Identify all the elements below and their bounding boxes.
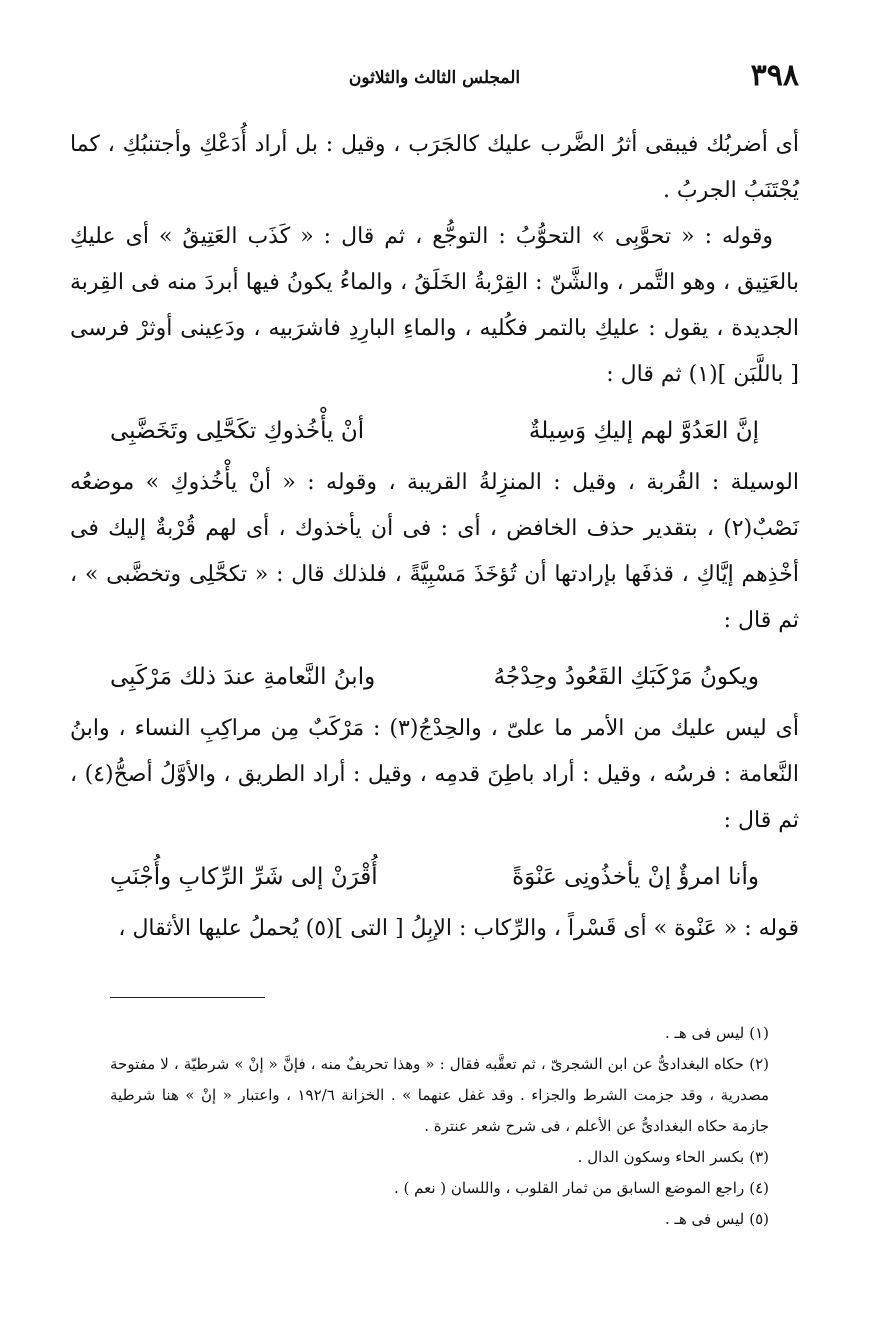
poem-verse [110,652,759,702]
poem-verse [110,852,759,902]
footnote [110,1018,769,1049]
paragraph: الوسيلة : القُربة ، وقيل : المنزِلةُ القريبة ، وقوله : « أنْ يأْخُذوكِ » موضعُه نَصْبٌ(٢) ، بتقدير حذف الخافض ، أى : فى أن يأخذوك ، أى لهم قُرْبةٌ إليك فى أخْذِهم إيَّاكِ ، قذفَها بإرادتها أن تُؤخَذَ مَسْبِيَّةً ، فلذلك قال : « تكحَّلِى وتخضَّبى » ، ثم قال : [70,470,799,633]
footnote-number: (٣) [749,1148,769,1166]
main-text [70,122,799,952]
paragraph: أى أضربُك فيبقى أثرُ الضَّرب عليك كالجَرَب ، وقيل : بل أراد أُدَعْكِ وأجتنبُكِ ، كما يُجْتَنَبُ الجربُ . [70,132,799,203]
verse-second-hemistich: أُقْرَنْ إلى شَرِّ الرِّكابِ وأُجْنَبِ [110,864,378,890]
footnote-text: ليس فى هـ . [664,1024,745,1042]
verse-first-hemistich: إنَّ العَدُوَّ لهم إليكِ وَسِيلةٌ [528,418,759,444]
footnote [110,1204,769,1235]
footnote-text: ليس فى هـ . [664,1210,745,1228]
footnotes [110,1018,769,1235]
footnote-text: حكاه البغدادىُّ عن ابن الشجرىّ ، ثم تعقَّبه فقال : « وهذا تحريفٌ منه ، فإنَّ « إنْ » شرطيّة ، لا مفتوحة مصدرية ، وقد جزمت الشرط والجزاء . وقد غفل عنهما » . الخزانة ١٩٢/٦ ، واعتبار « إنْ » هنا شرطية جازمة حكاه البغدادىُّ عن الأعلم ، فى شرح شعر عنترة . [110,1055,769,1135]
footnote [110,1173,769,1204]
footnote-number: (٢) [749,1055,769,1073]
verse-second-hemistich: أنْ يأْخُذوكِ تكَحَّلِى وتَخَضَّبِى [110,418,365,444]
footnote [110,1142,769,1173]
paragraph: قوله : « عَنْوة » أى قَسْراً ، والرِّكاب : الإبِلُ [ التى ](٥) يُحملُ عليها الأثقال ، [118,916,799,941]
footnote-text: راجع الموضع السابق من ثمار القلوب ، واللسان ( نعم ) . [393,1179,745,1197]
poem-verse [110,406,759,456]
footnote-separator [110,997,265,998]
footnote-number: (١) [749,1024,769,1042]
verse-second-hemistich: وابنُ النَّعامةِ عندَ ذلك مَرْكَبِى [110,664,376,690]
page-header [70,58,799,98]
paragraph: وقوله : « تحوَّبِى » التحوُّبُ : التوجُّع ، ثم قال : « كَذَب العَتِيقُ » أى عليكِ بالعَتِيق ، وهو التَّمر ، والشَّنّ : القِرْبةُ الخَلَقُ ، والماءُ يكونُ فيها أبردَ منه فى القِربة الجديدة ، يقول : عليكِ بالتمر فكُليه ، والماءِ البارِدِ فاشرَبيه ، ودَعِينى أوثرْ فرسى [ باللَّبَن ](١) ثم قال : [70,224,799,387]
footnote-number: (٥) [749,1210,769,1228]
verse-first-hemistich: ويكونُ مَرْكَبَكِ القَعُودُ وحِدْجُهُ [493,664,759,690]
footnote [110,1049,769,1142]
running-title: المجلس الثالث والثلاثون [348,68,521,88]
footnote-text: بكسر الحاء وسكون الدال . [577,1148,745,1166]
paragraph: أى ليس عليك من الأمر ما علىّ ، والحِدْجُ(٣) : مَرْكَبٌ مِن مراكِبِ النساء ، وابنُ النَّعامة : فرسُه ، وقيل : أراد باطِنَ قدمِه ، وقيل : أراد الطريق ، والأوَّلُ أصحُّ(٤) ، ثم قال : [70,716,799,833]
page-number: ٣٩٨ [750,58,799,93]
footnote-number: (٤) [749,1179,769,1197]
verse-first-hemistich: وأنا امرؤٌ إنْ يأخذُونِى عَنْوَةً [512,864,759,890]
